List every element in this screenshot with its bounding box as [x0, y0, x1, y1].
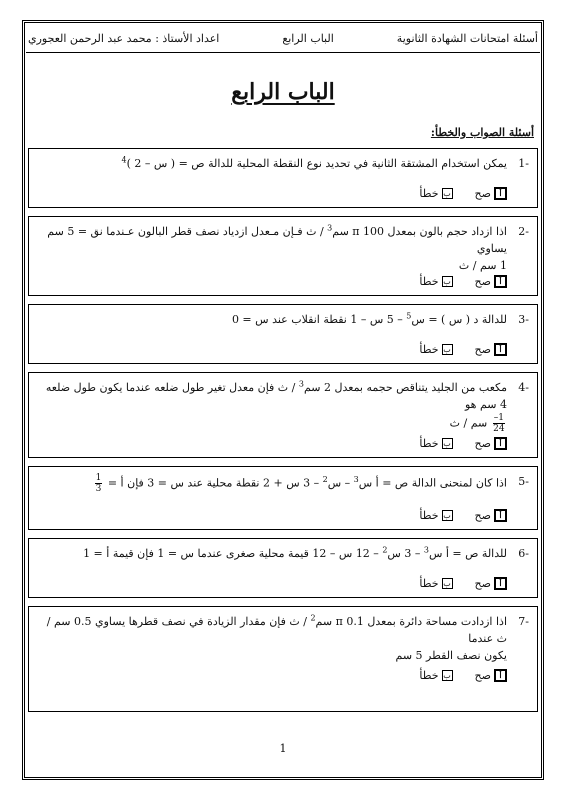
question-text: اذا كان لمنحنى الدالة ص = أ س$^3$ – س$^2$ – 3 س + 2 نقطة محلية عند س = 3 فإن أ = $\frac{1}{3}$	[95, 473, 507, 494]
page-header	[28, 32, 538, 46]
question-1	[28, 148, 538, 208]
option-true[interactable]: أ صح	[475, 185, 507, 202]
option-false[interactable]: ب خطأ	[419, 669, 451, 682]
option-true[interactable]: أ صح	[475, 273, 507, 290]
question-3	[28, 304, 538, 364]
answer-options	[419, 185, 507, 202]
question-text: مكعب من الجليد يتناقص حجمه بمعدل 2 سم$^3$ / ث فإن معدل تغير طول ضلعه عندما يكون طول ضلعه 4 سم هو $\frac{1-}{24}$ سم / ث	[45, 379, 507, 434]
option-b-box[interactable]: ب	[443, 511, 451, 520]
option-true[interactable]: أ صح	[475, 667, 507, 684]
option-b-box[interactable]: ب	[443, 189, 451, 198]
option-false[interactable]: ب خطأ	[419, 437, 451, 450]
question-text: اذا ازداد حجم بالون بمعدل 100 π سم$^3$ / ث فـإن مـعدل ازدياد نصف قطر البالون عـندما نق = 5 سم يساوي 1 سم / ث	[47, 223, 507, 272]
option-b-box[interactable]: ب	[443, 579, 451, 588]
option-a-box[interactable]: أ	[494, 187, 507, 200]
question-number: -2	[518, 225, 529, 238]
header-chapter: الباب الرابع	[282, 32, 334, 45]
question-7	[28, 606, 538, 712]
option-false[interactable]: ب خطأ	[419, 275, 451, 288]
option-true[interactable]: أ صح	[475, 507, 507, 524]
option-true[interactable]: أ صح	[475, 575, 507, 592]
option-b-box[interactable]: ب	[443, 439, 451, 448]
fraction: $\frac{1-}{24}$	[493, 413, 505, 434]
question-text: يمكن استخدام المشتقة الثانية في تحديد نوع النقطة المحلية للدالة ص = ( س – 2 )$^4$	[121, 155, 507, 170]
option-a-box[interactable]: أ	[494, 343, 507, 356]
option-true[interactable]: أ صح	[475, 435, 507, 452]
section-title: أسئلة الصواب والخطأ:	[430, 126, 534, 139]
question-text: للدالة ص = أ س$^3$ – 3 س$^2$ – 12 س – 12 قيمة محلية صغرى عندما س = 1 فإن قيمة أ = 1	[83, 545, 507, 560]
question-number: -4	[518, 381, 529, 394]
option-a-box[interactable]: أ	[494, 669, 507, 682]
question-text: للدالة د ( س ) = س$^5$ – 5 س – 1 نقطة انقلاب عند س = 0	[231, 311, 507, 326]
fraction: $\frac{1}{3}$	[95, 473, 102, 494]
question-number: -1	[518, 157, 529, 170]
answer-options	[419, 435, 507, 452]
question-4	[28, 372, 538, 458]
question-number: -7	[518, 615, 529, 628]
answer-options	[419, 341, 507, 358]
header-author: اعداد الأستاذ : محمد عبد الرحمن العجوري	[28, 32, 220, 45]
option-a-box[interactable]: أ	[494, 437, 507, 450]
question-number: -3	[518, 313, 529, 326]
option-false[interactable]: ب خطأ	[419, 187, 451, 200]
option-false[interactable]: ب خطأ	[419, 343, 451, 356]
answer-options	[419, 273, 507, 290]
header-rule	[26, 52, 540, 53]
page-number: 1	[279, 742, 287, 755]
option-a-box[interactable]: أ	[494, 275, 507, 288]
header-exam-title: أسئلة امتحانات الشهادة الثانوية	[396, 32, 538, 45]
question-text: اذا ازدادت مساحة دائرة بمعدل 0.1 π سم$^2$ / ث فإن مقدار الزيادة في نصف قطرها يساوي 0.5 سم / ث عندما يكون نصف القطر 5 سم	[46, 613, 507, 662]
option-a-box[interactable]: أ	[494, 509, 507, 522]
answer-options	[419, 667, 507, 684]
chapter-title: الباب الرابع	[231, 79, 335, 105]
option-b-box[interactable]: ب	[443, 345, 451, 354]
question-number: -6	[518, 547, 529, 560]
question-5	[28, 466, 538, 530]
option-true[interactable]: أ صح	[475, 341, 507, 358]
question-6	[28, 538, 538, 598]
question-number: -5	[518, 475, 529, 488]
option-false[interactable]: ب خطأ	[419, 577, 451, 590]
question-2	[28, 216, 538, 296]
answer-options	[419, 575, 507, 592]
option-b-box[interactable]: ب	[443, 277, 451, 286]
option-b-box[interactable]: ب	[443, 671, 451, 680]
answer-options	[419, 507, 507, 524]
option-false[interactable]: ب خطأ	[419, 509, 451, 522]
option-a-box[interactable]: أ	[494, 577, 507, 590]
